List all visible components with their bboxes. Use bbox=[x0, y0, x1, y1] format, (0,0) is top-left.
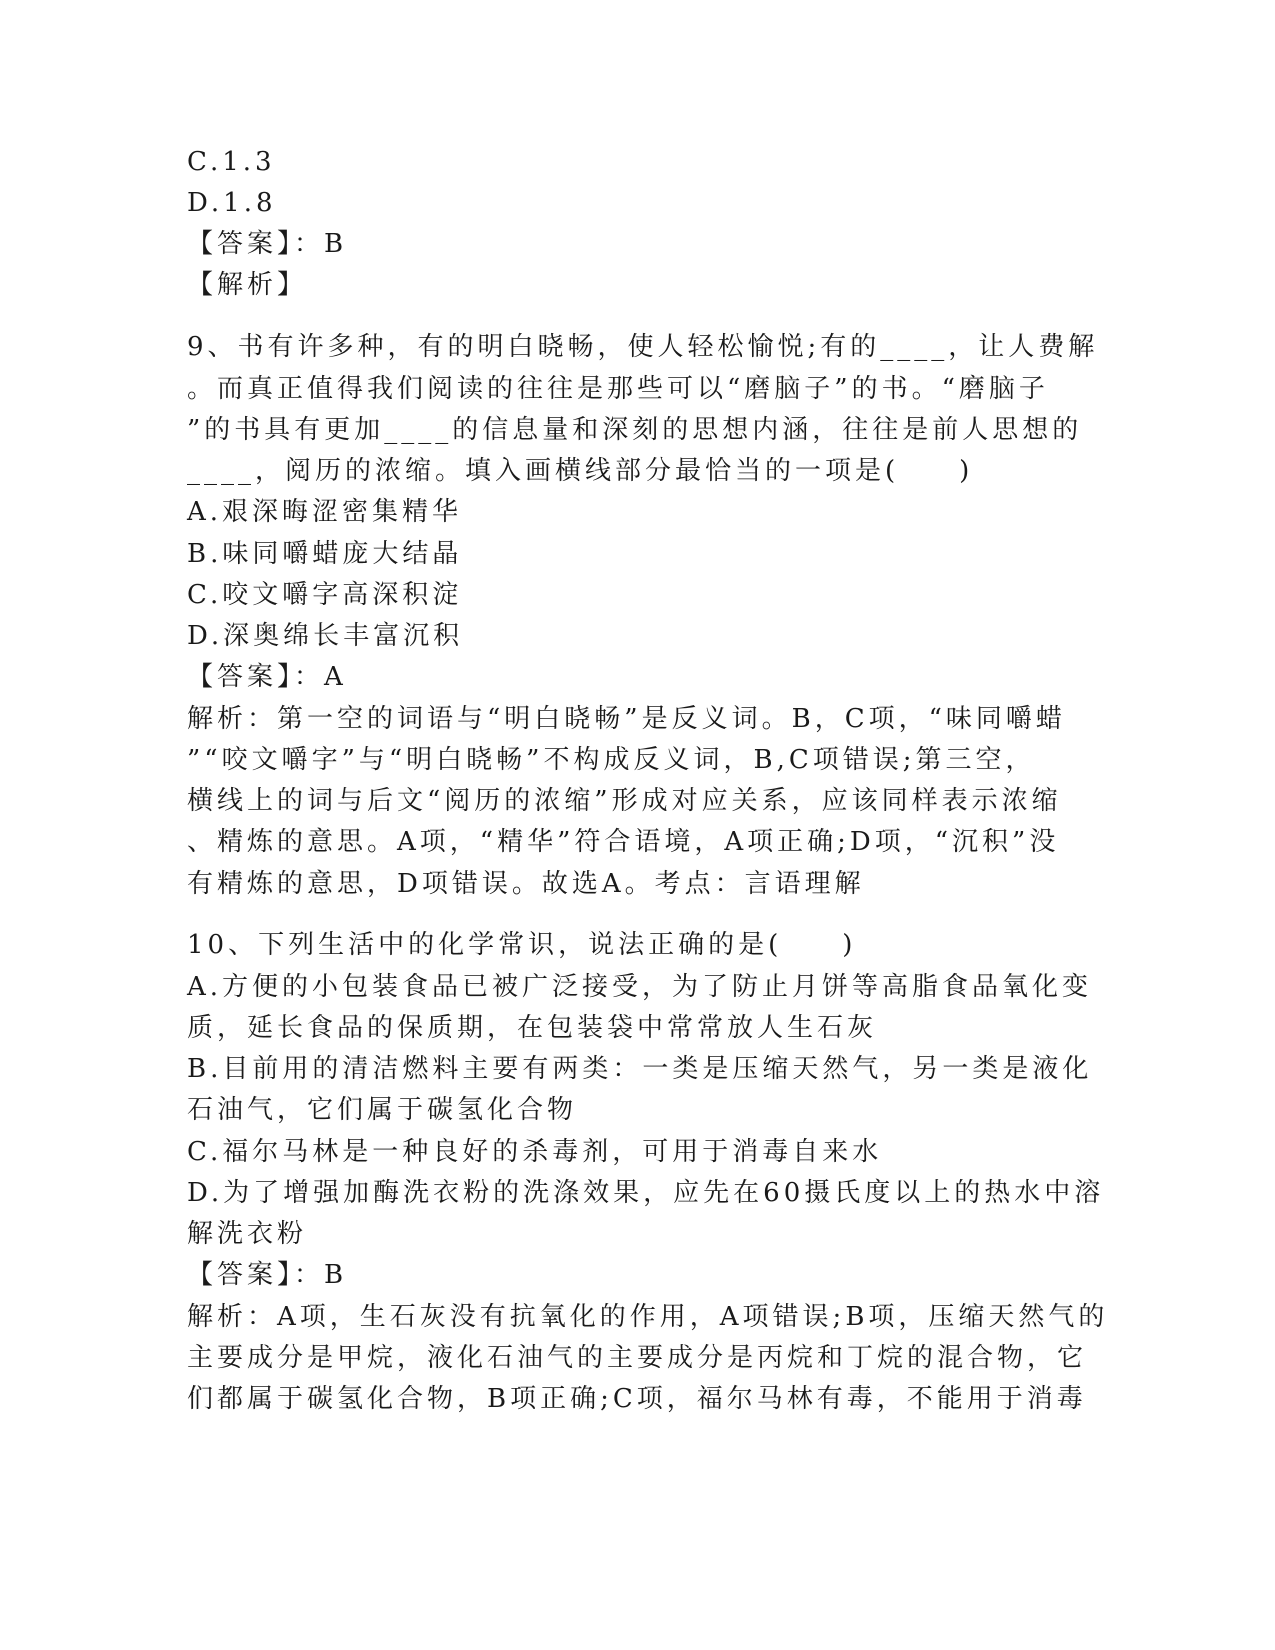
analysis-q10-line-1: 解析：A项，生石灰没有抗氧化的作用，A项错误;B项，压缩天然气的 bbox=[187, 1302, 1109, 1332]
analysis-q10-line-3: 们都属于碳氢化合物，B项正确;C项，福尔马林有毒，不能用于消毒 bbox=[187, 1384, 1087, 1414]
option-d-q9: D.深奥绵长丰富沉积 bbox=[187, 621, 464, 651]
option-d-q8: D.1.8 bbox=[187, 188, 277, 218]
option-b-q9: B.味同嚼蜡庞大结晶 bbox=[187, 539, 463, 569]
option-c-q10: C.福尔马林是一种良好的杀毒剂，可用于消毒自来水 bbox=[187, 1137, 883, 1167]
option-b-q10-line-1: B.目前用的清洁燃料主要有两类：一类是压缩天然气，另一类是液化 bbox=[187, 1054, 1093, 1084]
option-a-q10-line-1: A.方便的小包装食品已被广泛接受，为了防止月饼等高脂食品氧化变 bbox=[187, 972, 1093, 1002]
analysis-q9-line-2: ”“咬文嚼字”与“明白晓畅”不构成反义词，B,C项错误;第三空， bbox=[187, 745, 1036, 775]
answer-q8: 【答案】：B bbox=[187, 229, 348, 259]
analysis-q9-line-5: 有精炼的意思，D项错误。故选A。考点：言语理解 bbox=[187, 869, 865, 899]
analysis-q9-line-3: 横线上的词与后文“阅历的浓缩”形成对应关系，应该同样表示浓缩 bbox=[187, 786, 1062, 816]
option-d-q10-line-2: 解洗衣粉 bbox=[187, 1219, 308, 1249]
analysis-q10-line-2: 主要成分是甲烷，液化石油气的主要成分是丙烷和丁烷的混合物，它 bbox=[187, 1343, 1088, 1373]
option-c-q8: C.1.3 bbox=[187, 147, 276, 177]
option-d-q10-line-1: D.为了增强加酶洗衣粉的洗涤效果，应先在60摄氏度以上的热水中溶 bbox=[187, 1178, 1105, 1208]
analysis-q9-line-4: 、精炼的意思。A项，“精华”符合语境，A项正确;D项，“沉积”没 bbox=[187, 827, 1060, 857]
analysis-q8: 【解析】 bbox=[187, 270, 308, 300]
question-10-line-1: 10、下列生活中的化学常识，说法正确的是( ) bbox=[187, 930, 857, 960]
question-9-line-1: 9、书有许多种，有的明白晓畅，使人轻松愉悦;有的____，让人费解 bbox=[187, 332, 1099, 362]
answer-q9: 【答案】：A bbox=[187, 662, 347, 692]
question-9-line-4: ____，阅历的浓缩。填入画横线部分最恰当的一项是( ) bbox=[187, 456, 974, 486]
option-c-q9: C.咬文嚼字高深积淀 bbox=[187, 580, 463, 610]
option-a-q9: A.艰深晦涩密集精华 bbox=[187, 497, 463, 527]
option-b-q10-line-2: 石油气，它们属于碳氢化合物 bbox=[187, 1095, 578, 1125]
option-a-q10-line-2: 质，延长食品的保质期，在包装袋中常常放人生石灰 bbox=[187, 1013, 878, 1043]
analysis-q9-line-1: 解析：第一空的词语与“明白晓畅”是反义词。B，C项，“味同嚼蜡 bbox=[187, 704, 1066, 734]
question-9-line-3: ”的书具有更加____的信息量和深刻的思想内涵，往往是前人思想的 bbox=[187, 415, 1083, 445]
question-9-line-2: 。而真正值得我们阅读的往往是那些可以“磨脑子”的书。“磨脑子 bbox=[187, 374, 1049, 404]
answer-q10: 【答案】：B bbox=[187, 1260, 348, 1290]
